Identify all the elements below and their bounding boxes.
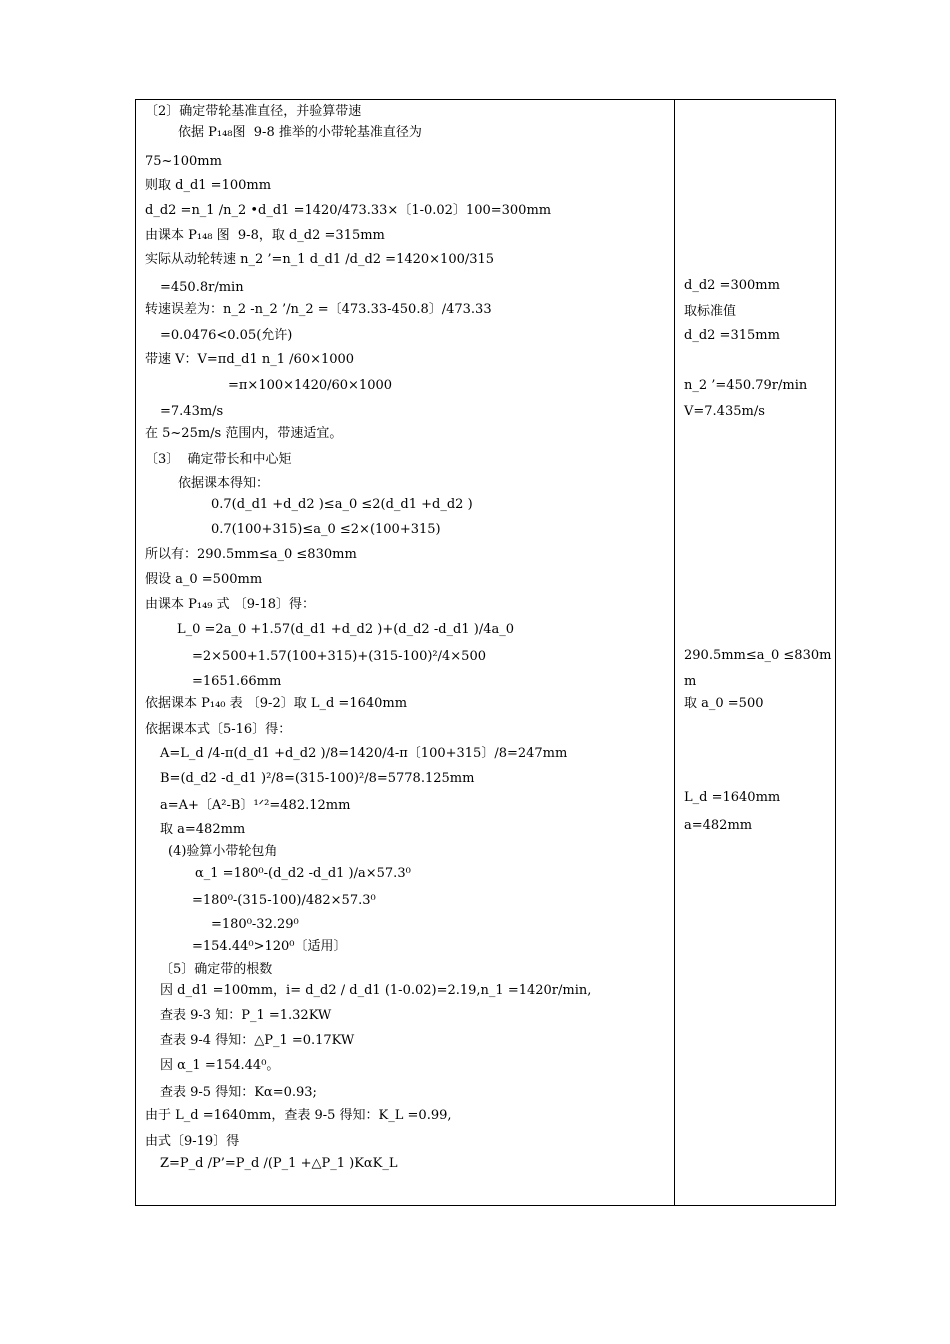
calc-line: 假设 a_0 =500mm xyxy=(145,572,263,587)
calc-line: 〔3〕 确定带长和中心矩 xyxy=(145,452,292,467)
calc-line: 查表 9-4 得知：△P_1 =0.17KW xyxy=(160,1033,355,1048)
calc-line: =0.0476<0.05(允许) xyxy=(160,328,293,343)
calc-line: =450.8r/min xyxy=(160,280,244,295)
result-line: V=7.435m/s xyxy=(684,404,765,419)
calc-line: d_d2 =n_1 /n_2 •d_d1 =1420/473.33×〔1-0.02〕100=300mm xyxy=(145,203,552,218)
column-divider xyxy=(674,99,675,1206)
calc-line: (4)验算小带轮包角 xyxy=(168,844,278,859)
calc-line: 转速误差为：n_2 -n_2 ’/n_2 =〔473.33-450.8〕/473.33 xyxy=(145,302,492,317)
calc-line: 则取 d_d1 =100mm xyxy=(145,178,272,193)
calc-line: 由于 L_d =1640mm，查表 9-5 得知：K_L =0.99, xyxy=(145,1108,452,1123)
calc-line: 〔2〕确定带轮基准直径，并验算带速 xyxy=(145,104,362,119)
calc-line: 依据课本式〔5-16〕得： xyxy=(145,722,292,737)
calc-line: 由式〔9-19〕得 xyxy=(145,1134,240,1149)
calc-line: 取 a=482mm xyxy=(160,822,246,837)
result-line: 取标准值 xyxy=(684,304,737,319)
calc-line: 依据 P₁₄₈图 9-8 推举的小带轮基准直径为 xyxy=(178,125,422,140)
calc-line: 查表 9-5 得知：Kα=0.93; xyxy=(160,1085,317,1100)
calc-line: 带速 V：V=πd_d1 n_1 /60×1000 xyxy=(145,352,355,367)
calc-line: =2×500+1.57(100+315)+(315-100)²/4×500 xyxy=(192,649,486,664)
calc-line: 〔5〕确定带的根数 xyxy=(160,962,273,977)
result-line: m xyxy=(684,674,697,689)
calc-line: 由课本 P₁₄₈ 图 9-8，取 d_d2 =315mm xyxy=(145,228,385,243)
calc-line: 查表 9-3 知：P_1 =1.32KW xyxy=(160,1008,332,1023)
result-line: 取 a_0 =500 xyxy=(684,696,764,711)
calc-line: 依据课本得知： xyxy=(178,476,270,491)
calc-line: =1651.66mm xyxy=(192,674,282,689)
calc-line: Z=P_d /P’=P_d /(P_1 +△P_1 )KαK_L xyxy=(160,1156,398,1171)
calc-line: a=A+〔A²-B〕¹ᐟ²=482.12mm xyxy=(160,798,351,813)
calc-line: A=L_d /4-π(d_d1 +d_d2 )/8=1420/4-π〔100+315〕/8=247mm xyxy=(160,746,568,761)
calc-line: =π×100×1420/60×1000 xyxy=(228,378,393,393)
calc-line: B=(d_d2 -d_d1 )²/8=(315-100)²/8=5778.125mm xyxy=(160,771,475,786)
result-line: a=482mm xyxy=(684,818,753,833)
result-line: n_2 ’=450.79r/min xyxy=(684,378,808,393)
calc-line: 0.7(100+315)≤a_0 ≤2×(100+315) xyxy=(211,522,441,537)
calc-line: 实际从动轮转速 n_2 ’=n_1 d_d1 /d_d2 =1420×100/315 xyxy=(145,252,495,267)
calc-line: α_1 =180⁰-(d_d2 -d_d1 )/a×57.3⁰ xyxy=(195,866,411,881)
calc-line: 依据课本 P₁₄₀ 表 〔9-2〕取 L_d =1640mm xyxy=(145,696,408,711)
calc-line: 75~100mm xyxy=(145,154,222,169)
calc-line: =180⁰-32.29⁰ xyxy=(211,917,299,932)
calc-line: 因 d_d1 =100mm，i= d_d2 / d_d1 (1-0.02)=2.19,n_1 =1420r/min, xyxy=(160,983,592,998)
result-line: 290.5mm≤a_0 ≤830m xyxy=(684,648,832,663)
calc-line: 0.7(d_d1 +d_d2 )≤a_0 ≤2(d_d1 +d_d2 ) xyxy=(211,497,473,512)
calc-line: L_0 =2a_0 +1.57(d_d1 +d_d2 )+(d_d2 -d_d1 )/4a_0 xyxy=(177,622,515,637)
calc-line: =154.44⁰>120⁰〔适用〕 xyxy=(192,939,347,954)
calc-line: 由课本 P₁₄₉ 式 〔9-18〕得： xyxy=(145,597,315,612)
result-line: d_d2 =300mm xyxy=(684,278,780,293)
calc-line: 所以有：290.5mm≤a_0 ≤830mm xyxy=(145,547,357,562)
calc-line: 因 α_1 =154.44⁰。 xyxy=(160,1058,280,1073)
result-line: d_d2 =315mm xyxy=(684,328,780,343)
result-line: L_d =1640mm xyxy=(684,790,781,805)
calc-line: =180⁰-(315-100)/482×57.3⁰ xyxy=(192,893,376,908)
calc-line: 在 5~25m/s 范围内，带速适宜。 xyxy=(145,426,343,441)
calc-line: =7.43m/s xyxy=(160,404,224,419)
